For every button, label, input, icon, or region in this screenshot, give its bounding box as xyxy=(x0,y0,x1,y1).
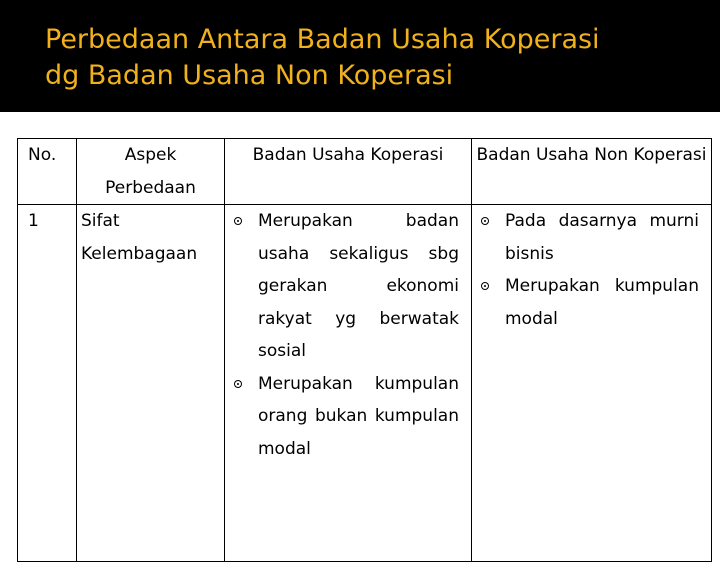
header-koperasi: Badan Usaha Koperasi xyxy=(225,139,472,205)
list-item-text: Pada dasarnya murni bisnis xyxy=(505,211,699,264)
list-item-text: Merupakan kumpulan modal xyxy=(505,276,699,329)
row-aspek: Sifat Kelembagaan xyxy=(77,205,225,562)
title-line-1: Perbedaan Antara Badan Usaha Koperasi xyxy=(45,24,600,55)
list-item xyxy=(225,205,471,368)
bullet-icon xyxy=(481,217,489,225)
header-aspek: Aspek Perbedaan xyxy=(77,139,225,205)
list-item xyxy=(472,270,711,335)
comparison-table xyxy=(17,138,712,562)
list-item-text: Merupakan badan usaha sekaligus sbg gerakan ekonomi rakyat yg berwatak sosial xyxy=(258,211,459,361)
bullet-icon xyxy=(234,217,242,225)
list-item-text: Merupakan kumpulan orang bukan kumpulan modal xyxy=(258,373,459,459)
row-no: 1 xyxy=(18,205,77,562)
bullet-icon xyxy=(481,282,489,290)
table-header-row xyxy=(18,139,712,205)
slide-title xyxy=(45,22,705,94)
koperasi-list xyxy=(225,205,471,465)
table-row xyxy=(18,205,712,562)
title-line-2: dg Badan Usaha Non Koperasi xyxy=(45,60,454,91)
list-item xyxy=(472,205,711,270)
header-non-koperasi: Badan Usaha Non Koperasi xyxy=(472,139,712,205)
header-no: No. xyxy=(18,139,77,205)
bullet-icon xyxy=(234,380,242,388)
row-koperasi xyxy=(225,205,472,562)
non-koperasi-list xyxy=(472,205,711,335)
list-item xyxy=(225,368,471,466)
row-non-koperasi xyxy=(472,205,712,562)
